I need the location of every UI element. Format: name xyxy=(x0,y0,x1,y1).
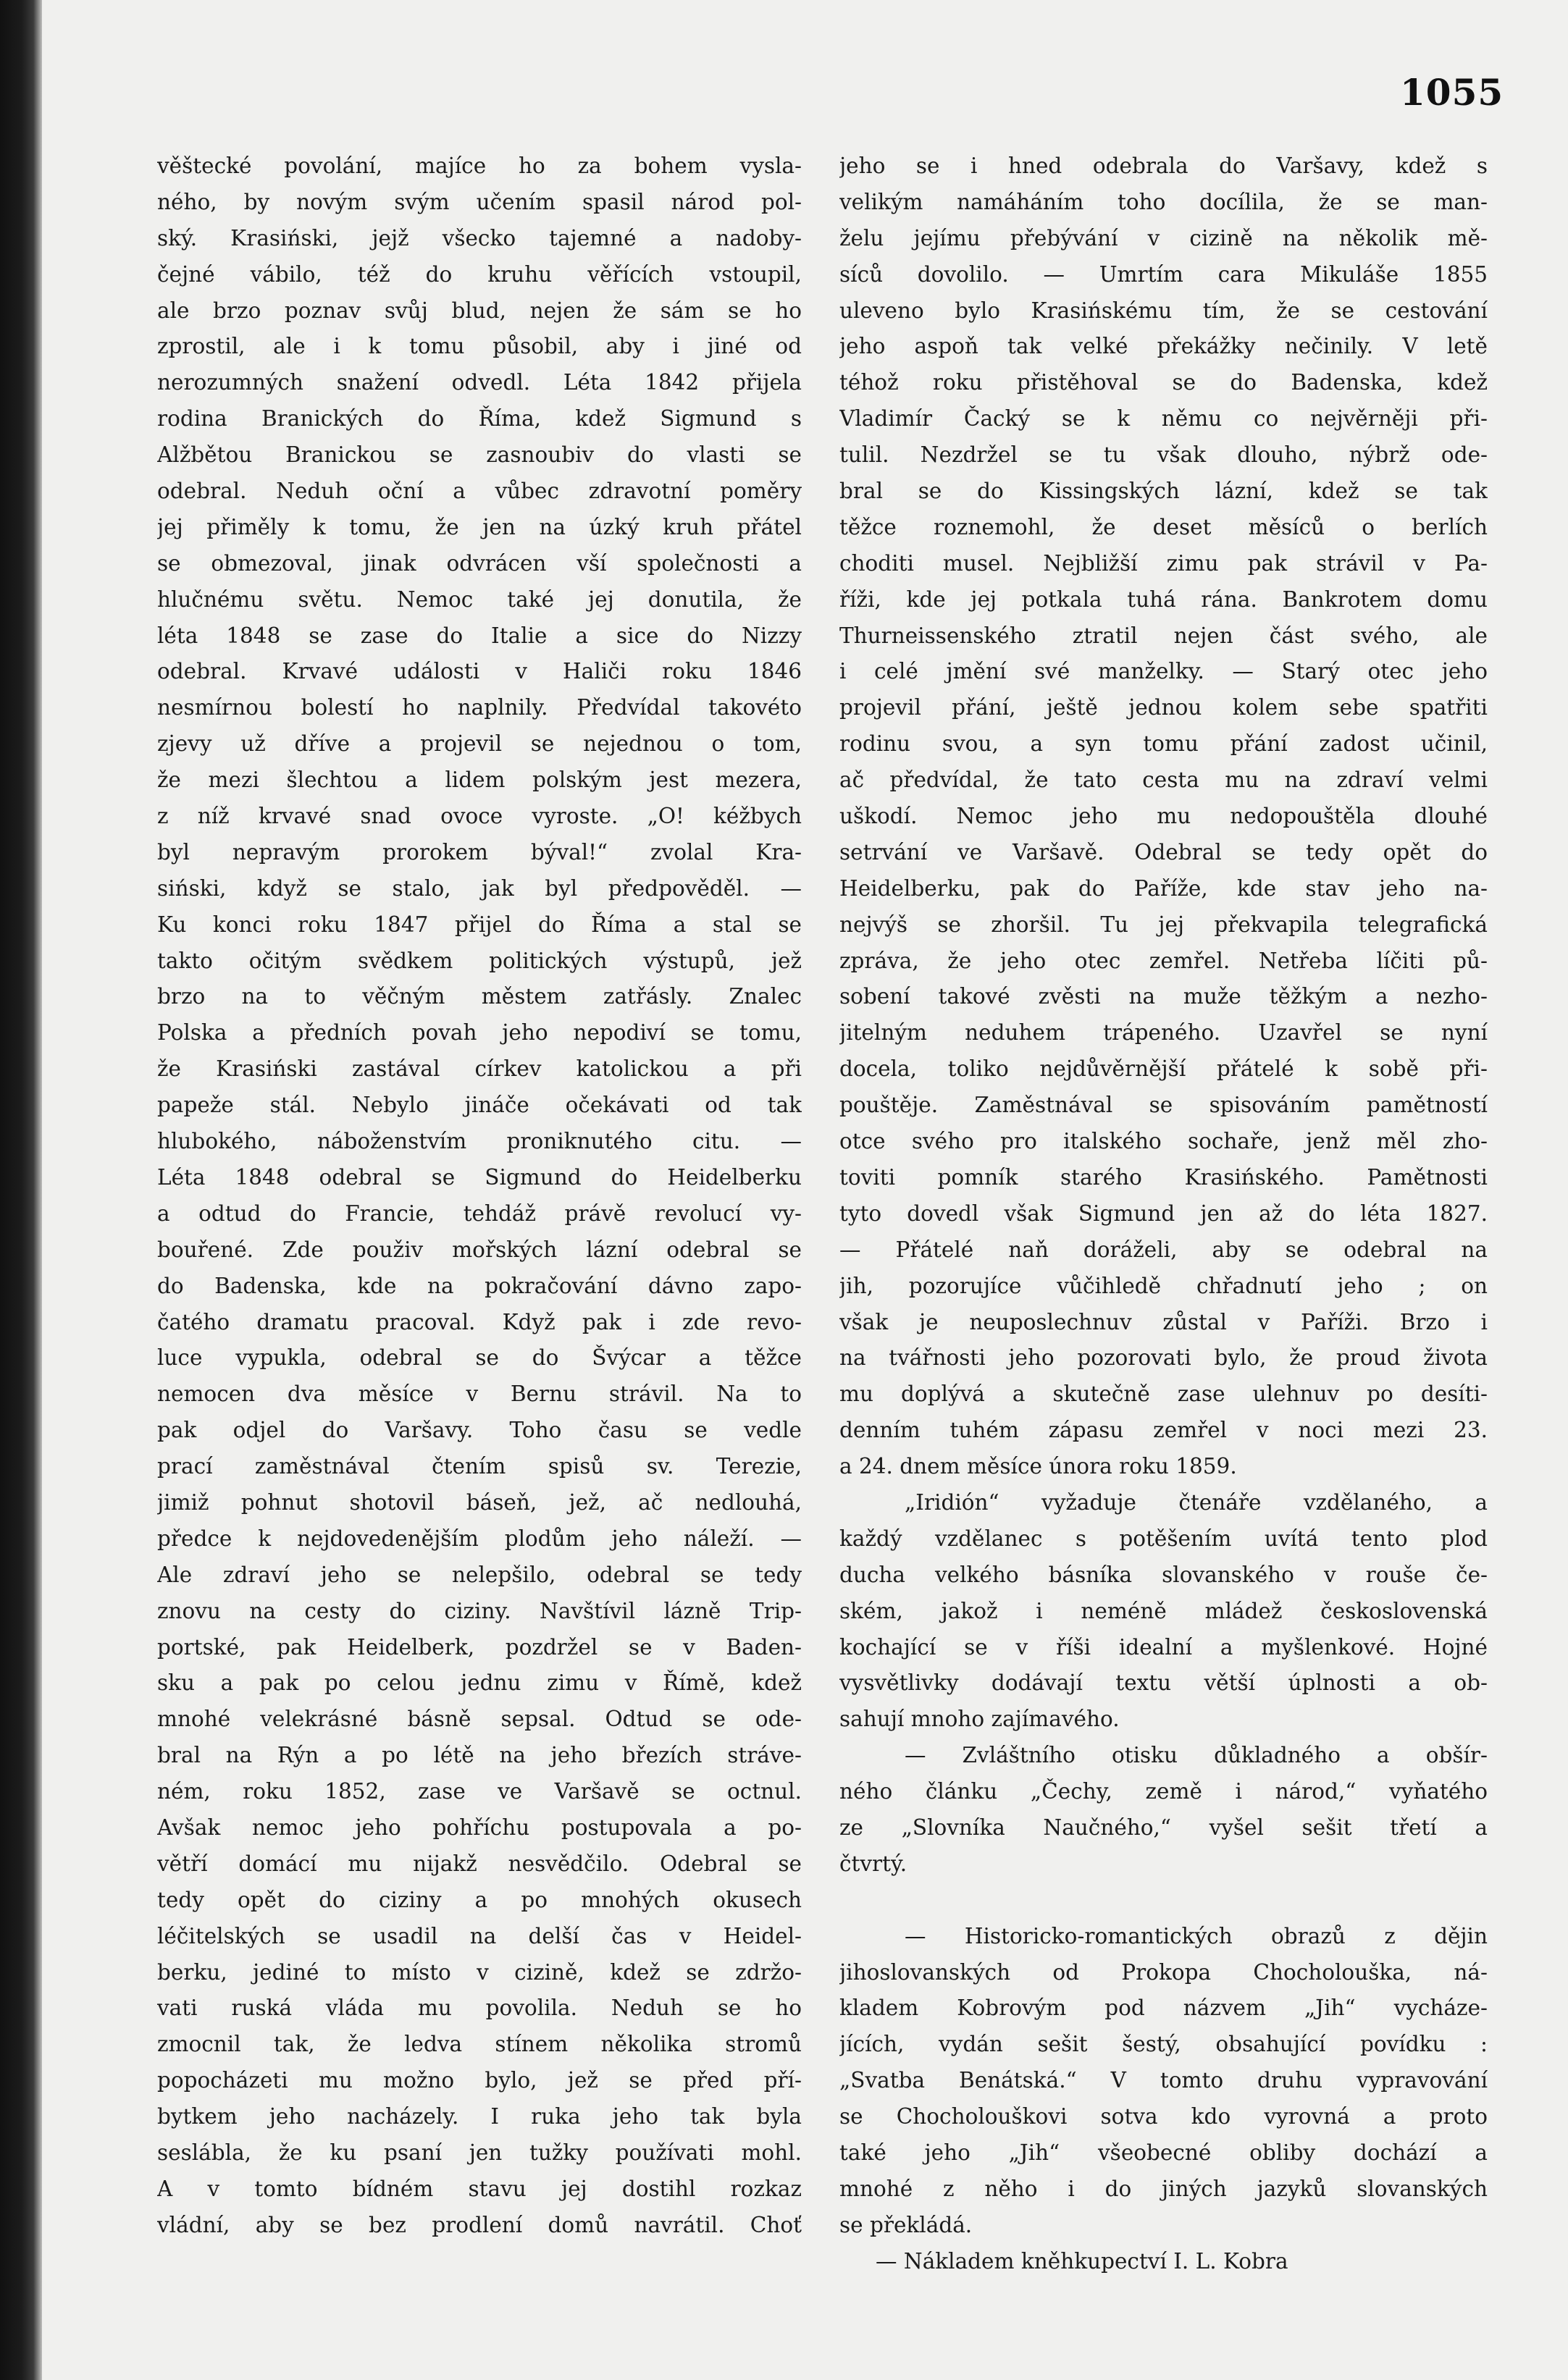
text-line: Avšak nemoc jeho pohříchu postupovala a po- xyxy=(157,1815,802,1840)
text-line: — Zvláštního otisku důkladného a obšír- xyxy=(905,1743,1488,1768)
text-line: tedy opět do ciziny a po mnohých okusech xyxy=(157,1887,802,1912)
text-line: ného, by novým svým učením spasil národ pol- xyxy=(157,189,802,214)
text-line: se obmezoval, jinak odvrácen vší společnosti a xyxy=(157,550,802,576)
text-line: „Svatba Benátská.“ V tomto druhu vypravování xyxy=(839,2068,1488,2093)
page-number: 1055 xyxy=(1400,71,1504,114)
text-line: jej přiměly k tomu, že jen na úzký kruh přátel xyxy=(157,514,802,539)
text-line: Thurneissenského ztratil nejen část svého, ale xyxy=(839,623,1488,648)
text-line: — Nákladem kněhkupectví I. L. Kobra xyxy=(876,2248,1288,2274)
text-line: a odtud do Francie, tehdáž právě revolucí vy- xyxy=(157,1200,802,1226)
text-line: nerozumných snažení odvedl. Léta 1842 přijela xyxy=(157,370,802,395)
text-line: mnohé z něho i do jiných jazyků slovanských xyxy=(839,2176,1488,2201)
text-line: ném, roku 1852, zase ve Varšavě se octnul. xyxy=(157,1779,802,1804)
text-line: vysvětlivky dodávají textu větší úplnosti a ob- xyxy=(839,1670,1488,1696)
text-line: na tvářnosti jeho pozorovati bylo, že proud života xyxy=(839,1345,1488,1371)
text-line: nejvýš se zhoršil. Tu jej překvapila telegrafická xyxy=(839,912,1488,937)
text-line: vati ruská vláda mu povolila. Neduh se ho xyxy=(157,1996,802,2021)
text-line: říži, kde jej potkala tuhá rána. Bankrotem domu xyxy=(839,586,1488,612)
text-column-right xyxy=(839,148,1488,2280)
text-line: A v tomto bídném stavu jej dostihl rozkaz xyxy=(157,2176,802,2201)
text-line: léta 1848 se zase do Italie a sice do Nizzy xyxy=(157,623,802,648)
text-line: sku a pak po celou jednu zimu v Římě, kdež xyxy=(157,1670,802,1696)
text-line: popocházeti mu možno bylo, jež se před pří- xyxy=(157,2068,802,2093)
text-line: bral na Rýn a po létě na jeho březích stráve- xyxy=(157,1743,802,1768)
text-line: papeže stál. Nebylo jináče očekávati od tak xyxy=(157,1093,802,1118)
text-line: uleveno bylo Krasińskému tím, že se cestování xyxy=(839,298,1488,323)
binding-edge xyxy=(0,0,42,2380)
text-line: téhož roku přistěhoval se do Badenska, kdež xyxy=(839,370,1488,395)
text-line: čejné vábilo, též do kruhu věřících vstoupil, xyxy=(157,261,802,287)
text-line: síců dovolilo. — Umrtím cara Mikuláše 1855 xyxy=(839,261,1488,287)
text-line: projevil přání, ještě jednou kolem sebe spatřiti xyxy=(839,695,1488,720)
text-line: Ale zdraví jeho se nelepšilo, odebral se tedy xyxy=(157,1562,802,1587)
text-line: takto očitým svědkem politických výstupů, jež xyxy=(157,948,802,973)
text-line: Heidelberku, pak do Paříže, kde stav jeho na- xyxy=(839,875,1488,901)
text-line: mu doplývá a skutečně zase ulehnuv po desíti- xyxy=(839,1382,1488,1407)
text-line: siński, když se stalo, jak byl předpověděl. — xyxy=(157,875,802,901)
text-line: otce svého pro italského sochaře, jenž měl zho- xyxy=(839,1129,1488,1154)
text-line: léčitelských se usadil na delší čas v Heidel- xyxy=(157,1923,802,1948)
text-line: bouřené. Zde použiv mořských lázní odebral se xyxy=(157,1237,802,1262)
text-line: Léta 1848 odebral se Sigmund do Heidelberku xyxy=(157,1164,802,1190)
text-line: bytkem jeho nacházely. I ruka jeho tak byla xyxy=(157,2104,802,2129)
text-line: jitelným neduhem trápeného. Uzavřel se nyní xyxy=(839,1020,1488,1046)
text-line: těžce roznemohl, že deset měsíců o berlích xyxy=(839,514,1488,539)
text-line: brzo na to věčným městem zatřásly. Znalec xyxy=(157,984,802,1009)
text-line: pak odjel do Varšavy. Toho času se vedle xyxy=(157,1418,802,1443)
text-line: zpráva, že jeho otec zemřel. Netřeba líčiti pů- xyxy=(839,948,1488,973)
text-line: bral se do Kissingských lázní, kdež se tak xyxy=(839,479,1488,504)
text-line: čatého dramatu pracoval. Když pak i zde revo- xyxy=(157,1309,802,1334)
text-line: luce vypukla, odebral se do Švýcar a těžce xyxy=(157,1345,802,1371)
text-line: sobení takové zvěsti na muže těžkým a nezho- xyxy=(839,984,1488,1009)
text-line: čtvrtý. xyxy=(839,1851,907,1876)
text-column-left xyxy=(157,148,802,2244)
text-line: každý vzdělanec s potěšením uvítá tento plod xyxy=(839,1526,1488,1551)
text-line: jeho aspoň tak velké překážky nečinily. V letě xyxy=(839,334,1488,359)
text-line: jících, vydán sešit šestý, obsahující povídku : xyxy=(839,2032,1488,2057)
text-line: však je neuposlechnuv zůstal v Paříži. Brzo i xyxy=(839,1309,1488,1334)
text-line: Polska a předních povah jeho nepodiví se tomu, xyxy=(157,1020,802,1046)
text-line: velikým namáháním toho docílila, že se man- xyxy=(839,189,1488,214)
text-line: předce k nejdovedenějším plodům jeho náleží. — xyxy=(157,1526,802,1551)
text-line: rodinu svou, a syn tomu přání zadost učinil, xyxy=(839,731,1488,757)
text-line: do Badenska, kde na pokračování dávno zapo- xyxy=(157,1273,802,1298)
text-line: Ku konci roku 1847 přijel do Říma a stal se xyxy=(157,912,802,937)
text-line: zmocnil tak, že ledva stínem několika stromů xyxy=(157,2032,802,2057)
text-line: mnohé velekrásné básně sepsal. Odtud se ode- xyxy=(157,1707,802,1732)
text-line: sahují mnoho zajímavého. xyxy=(839,1707,1120,1732)
text-line: ský. Krasiński, jejž všecko tajemné a nadoby- xyxy=(157,225,802,251)
text-line: znovu na cesty do ciziny. Navštívil lázně Trip- xyxy=(157,1598,802,1623)
text-line: kladem Kobrovým pod názvem „Jih“ vycháze- xyxy=(839,1996,1488,2021)
text-line: zprostil, ale i k tomu působil, aby i jiné od xyxy=(157,334,802,359)
text-line: odebral. Neduh oční a vůbec zdravotní poměry xyxy=(157,479,802,504)
text-line: seslábla, že ku psaní jen tužky používati mohl. xyxy=(157,2140,802,2165)
text-line: nemocen dva měsíce v Bernu strávil. Na to xyxy=(157,1382,802,1407)
text-line: želu jejímu přebývání v cizině na několik mě- xyxy=(839,225,1488,251)
text-line: ného článku „Čechy, země i národ,“ vyňatého xyxy=(839,1779,1488,1804)
text-line: a 24. dnem měsíce února roku 1859. xyxy=(839,1454,1237,1479)
text-line: větří domácí mu nijakž nesvědčilo. Odebral se xyxy=(157,1851,802,1876)
text-line: jeho se i hned odebrala do Varšavy, kdež s xyxy=(839,154,1488,178)
text-line: věštecké povolání, majíce ho za bohem vysla- xyxy=(157,154,802,178)
text-line: i celé jmění své manželky. — Starý otec jeho xyxy=(839,659,1488,684)
text-line: ském, jakož i neméně mládež československá xyxy=(839,1598,1488,1623)
text-line: kochající se v říši idealní a myšlenkové. Hojné xyxy=(839,1634,1488,1660)
text-line: Vladimír Čacký se k němu co nejvěrněji při- xyxy=(839,406,1488,432)
text-line: vládní, aby se bez prodlení domů navrátil. Choť xyxy=(157,2212,802,2237)
text-line: — Přátelé naň doráželi, aby se odebral na xyxy=(839,1237,1488,1262)
text-line: choditi musel. Nejbližší zimu pak strávil v Pa- xyxy=(839,550,1488,576)
text-line: se Chocholouškovi sotva kdo vyrovná a proto xyxy=(839,2104,1488,2129)
text-line: ducha velkého básníka slovanského v rouše če- xyxy=(839,1562,1488,1587)
text-line: pouštěje. Zaměstnával se spisováním pamětností xyxy=(839,1093,1488,1118)
text-line: rodina Branických do Říma, kdež Sigmund s xyxy=(157,406,802,432)
text-line: docela, toliko nejdůvěrnější přátelé k sobě při- xyxy=(839,1056,1488,1082)
text-line: toviti pomník starého Krasińského. Pamětnosti xyxy=(839,1164,1488,1190)
text-line: jih, pozorujíce vůčihledě chřadnutí jeho ; on xyxy=(839,1273,1488,1298)
text-line: odebral. Krvavé události v Haliči roku 1846 xyxy=(157,659,802,684)
text-line: také jeho „Jih“ všeobecné obliby dochází a xyxy=(839,2140,1488,2165)
text-line: „Iridión“ vyžaduje čtenáře vzdělaného, a xyxy=(905,1489,1488,1515)
text-line: tulil. Nezdržel se tu však dlouho, nýbrž ode- xyxy=(839,442,1488,468)
text-line: že Krasiński zastával církev katolickou a při xyxy=(157,1056,802,1082)
text-line: se překládá. xyxy=(839,2212,973,2237)
page xyxy=(42,0,1568,2380)
text-line: jihoslovanských od Prokopa Chocholouška, ná- xyxy=(839,1959,1488,1985)
text-line: — Historicko-romantických obrazů z dějin xyxy=(905,1923,1488,1948)
text-line xyxy=(839,1883,1488,1919)
text-line: ač předvídal, že tato cesta mu na zdraví velmi xyxy=(839,768,1488,793)
text-line: zjevy už dříve a projevil se nejednou o tom, xyxy=(157,731,802,757)
text-line: setrvání ve Varšavě. Odebral se tedy opět do xyxy=(839,839,1488,865)
text-line: uškodí. Nemoc jeho mu nedopouštěla dlouhé xyxy=(839,804,1488,829)
text-line: Alžbětou Branickou se zasnoubiv do vlasti se xyxy=(157,442,802,468)
text-line: ze „Slovníka Naučného,“ vyšel sešit třetí a xyxy=(839,1815,1488,1840)
text-line: nesmírnou bolestí ho naplnily. Předvídal takovéto xyxy=(157,695,802,720)
text-line: portské, pak Heidelberk, pozdržel se v Baden- xyxy=(157,1634,802,1660)
text-line: prací zaměstnával čtením spisů sv. Terezie, xyxy=(157,1454,802,1479)
text-line: hlubokého, náboženstvím proniknutého citu. — xyxy=(157,1129,802,1154)
text-line: hlučnému světu. Nemoc také jej donutila, že xyxy=(157,586,802,612)
text-line: berku, jediné to místo v cizině, kdež se zdržo- xyxy=(157,1959,802,1985)
text-line: tyto dovedl však Sigmund jen až do léta 1827. xyxy=(839,1200,1488,1226)
text-line: že mezi šlechtou a lidem polským jest mezera, xyxy=(157,768,802,793)
text-line: byl nepravým prorokem býval!“ zvolal Kra- xyxy=(157,839,802,865)
text-line: jimiž pohnut shotovil báseň, jež, ač nedlouhá, xyxy=(157,1489,802,1515)
text-line: z níž krvavé snad ovoce vyroste. „O! kéžbych xyxy=(157,804,802,829)
text-line: denním tuhém zápasu zemřel v noci mezi 23. xyxy=(839,1418,1488,1443)
text-line: ale brzo poznav svůj blud, nejen že sám se ho xyxy=(157,298,802,323)
